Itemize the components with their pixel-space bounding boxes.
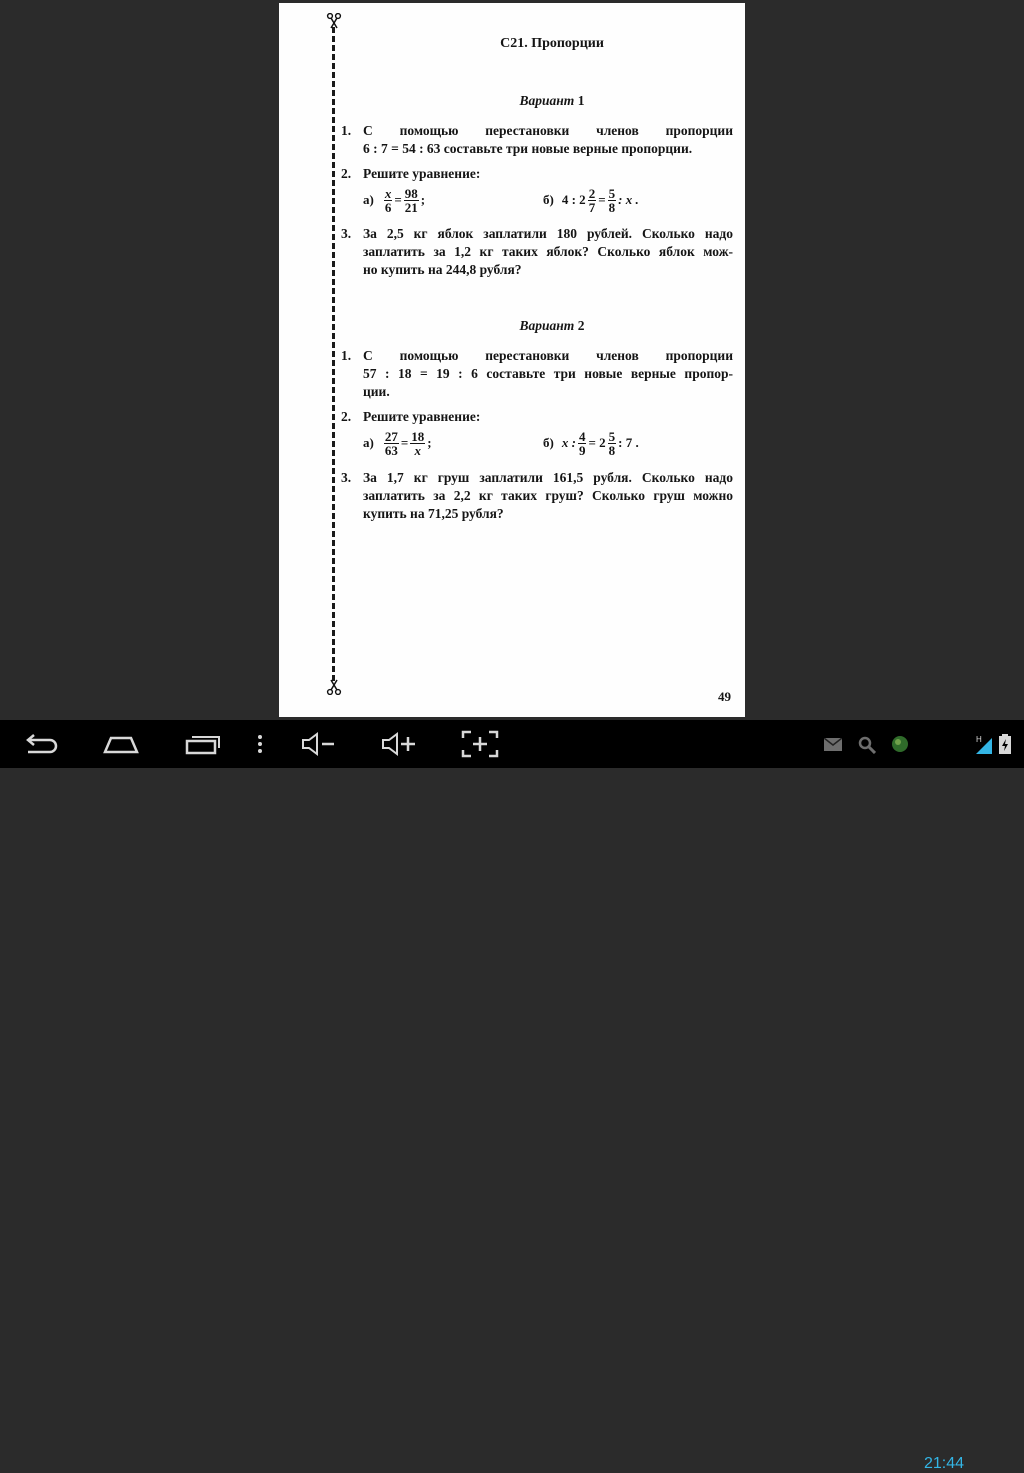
- fraction: [608, 187, 617, 214]
- semicolon: ;: [427, 435, 432, 450]
- fraction-numerator: 4: [578, 428, 586, 444]
- fraction: [410, 430, 425, 457]
- menu-button[interactable]: [252, 720, 268, 768]
- equation-lead: x :: [561, 435, 576, 450]
- equation-b: [543, 183, 639, 217]
- screenshot-icon: [461, 730, 499, 758]
- fraction-denominator: 63: [384, 442, 398, 458]
- variant-2-equations: [363, 426, 723, 460]
- system-navigation-bar: [0, 720, 1024, 1472]
- fraction: [588, 187, 597, 214]
- fraction: [608, 430, 617, 457]
- equation-label: б): [543, 192, 554, 207]
- variant-1-task-1: [341, 122, 733, 158]
- task-line: За 2,5 кг яблок заплатили 180 рублей. Сколько надо: [363, 226, 733, 241]
- equation-label: б): [543, 435, 554, 450]
- fraction-numerator: 2: [588, 185, 596, 201]
- task-line: купить на 71,25 рубля?: [363, 506, 504, 521]
- fraction-denominator: 6: [384, 199, 392, 215]
- variant-number: 2: [577, 318, 585, 333]
- fraction: [384, 187, 393, 214]
- document-viewer[interactable]: [0, 0, 1024, 720]
- svg-text:H: H: [976, 735, 982, 744]
- variant-word: Вариант: [519, 318, 575, 333]
- fraction-denominator: 7: [588, 199, 596, 215]
- variant-number: 1: [577, 93, 585, 108]
- mail-icon: [824, 738, 842, 751]
- variant-1-heading: [359, 93, 745, 109]
- fraction-denominator: x: [414, 442, 422, 458]
- equation-tail: : x .: [618, 192, 639, 207]
- cut-line: [332, 27, 335, 681]
- task-line: За 1,7 кг груш заплатили 161,5 рубля. Сколько надо: [363, 470, 733, 485]
- equals-sign: = 2: [588, 435, 606, 450]
- fraction-numerator: 18: [411, 428, 425, 444]
- home-icon: [101, 732, 141, 756]
- equals-sign: =: [394, 192, 402, 207]
- page-title: С21. Пропорции: [500, 36, 604, 51]
- fraction-numerator: x: [384, 185, 392, 201]
- variant-2-task-1: [341, 347, 733, 401]
- equation-label: а): [363, 435, 374, 450]
- task-line: С помощью перестановки членов пропорции: [363, 123, 733, 138]
- signal-icon: [976, 734, 992, 754]
- fraction-numerator: 5: [608, 428, 616, 444]
- equation-b: [543, 426, 639, 460]
- task-text: Решите уравнение:: [363, 409, 481, 424]
- semicolon: ;: [420, 192, 426, 207]
- recent-apps-button[interactable]: [182, 720, 224, 768]
- screenshot-button[interactable]: [460, 720, 500, 768]
- task-number: 1.: [341, 123, 352, 138]
- variant-1-equations: [363, 183, 723, 217]
- equation-lead: 4 : 2: [561, 192, 586, 207]
- battery-icon: [999, 734, 1011, 754]
- task-number: 1.: [341, 348, 352, 363]
- volume-down-icon: [300, 732, 338, 756]
- equation-tail: : 7 .: [618, 435, 639, 450]
- fraction: [404, 187, 419, 214]
- fraction-denominator: 8: [608, 442, 616, 458]
- home-button[interactable]: [100, 720, 142, 768]
- task-line: С помощью перестановки членов пропорции: [363, 348, 733, 363]
- equals-sign: =: [400, 435, 409, 450]
- equals-sign: =: [598, 192, 606, 207]
- fraction-numerator: 5: [608, 185, 616, 201]
- task-line: ции.: [363, 384, 390, 399]
- scissors-icon: [326, 13, 342, 29]
- menu-icon: [257, 734, 263, 754]
- variant-word: Вариант: [519, 93, 575, 108]
- task-line: заплатить за 2,2 кг таких груш? Сколько груш можно: [363, 488, 733, 503]
- fraction: [578, 430, 587, 457]
- task-line: заплатить за 1,2 кг таких яблок? Сколько яблок мож-: [363, 244, 733, 259]
- task-number: 2.: [341, 409, 352, 424]
- variant-2-task-3: [341, 469, 733, 523]
- task-number: 2.: [341, 166, 352, 181]
- task-line: 6 : 7 = 54 : 63 составьте три новые верные пропорции.: [363, 141, 693, 156]
- task-number: 3.: [341, 226, 352, 241]
- task-text: Решите уравнение:: [363, 166, 481, 181]
- search-icon: [858, 736, 876, 754]
- fraction-denominator: 9: [578, 442, 586, 458]
- volume-up-icon: [380, 732, 418, 756]
- page-number: 49: [718, 689, 731, 704]
- book-page: [279, 3, 745, 717]
- variant-2-task-2: [341, 408, 733, 426]
- equation-label: а): [363, 192, 374, 207]
- volume-down-button[interactable]: [300, 720, 338, 768]
- fraction-denominator: 8: [608, 199, 616, 215]
- variant-1-task-3: [341, 225, 733, 279]
- variant-2-heading: [359, 318, 745, 334]
- app-icon: [891, 735, 909, 753]
- task-line: 57 : 18 = 19 : 6 составьте три новые верные пропор-: [363, 366, 733, 381]
- variant-1-task-2: [341, 165, 733, 183]
- fraction-numerator: 98: [404, 185, 418, 201]
- scissors-icon: [326, 679, 342, 695]
- equation-a: [363, 426, 432, 460]
- fraction: [384, 430, 399, 457]
- equation-a: [363, 183, 425, 217]
- task-line: но купить на 244,8 рубля?: [363, 262, 522, 277]
- back-button[interactable]: [18, 720, 62, 768]
- task-number: 3.: [341, 470, 352, 485]
- fraction-denominator: 21: [404, 199, 418, 215]
- clock: 21:44: [924, 1455, 965, 1472]
- recent-apps-icon: [183, 732, 223, 756]
- back-icon: [20, 732, 60, 756]
- fraction-numerator: 27: [384, 428, 398, 444]
- volume-up-button[interactable]: [380, 720, 418, 768]
